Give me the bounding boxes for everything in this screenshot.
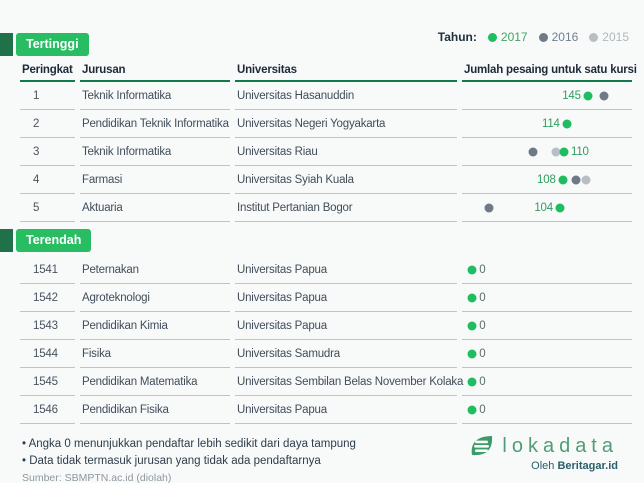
data-dot-2017	[560, 147, 569, 156]
logo-byline	[531, 460, 618, 472]
data-dot-2017	[468, 349, 477, 358]
universitas-cell: Universitas Syiah Kuala	[235, 166, 457, 194]
logo-row	[469, 433, 618, 459]
section-badge-terendah: Terendah	[16, 229, 91, 252]
universitas-cell: Universitas Riau	[235, 138, 457, 166]
data-dot-2017	[468, 293, 477, 302]
value-label: 145	[562, 89, 581, 102]
dot-plot-cell	[462, 82, 632, 110]
value-label: 104	[534, 201, 553, 214]
legend-item-2016[interactable]	[539, 30, 579, 44]
jurusan-cell: Pendidikan Fisika	[80, 396, 230, 424]
data-dot-2016	[571, 175, 580, 184]
jurusan-cell: Peternakan	[80, 256, 230, 284]
value-label: 114	[542, 117, 560, 130]
jurusan-cell: Aktuaria	[80, 194, 230, 222]
rank-cell: 1542	[20, 284, 75, 312]
byline-brand: Beritagar.id	[557, 460, 618, 472]
universitas-cell: Universitas Hasanuddin	[235, 82, 457, 110]
rank-cell: 1543	[20, 312, 75, 340]
data-dot-2016	[600, 91, 609, 100]
footnote-1: • Angka 0 menunjukkan pendaftar lebih sedikit dari daya tampung	[22, 438, 356, 450]
column-header-jurusan: Jurusan	[80, 62, 230, 82]
universitas-cell: Universitas Papua	[235, 312, 457, 340]
legend-dot-2015	[589, 33, 598, 42]
lokadata-logo	[469, 433, 618, 472]
byline-prefix: Oleh	[531, 460, 558, 472]
universitas-cell: Universitas Papua	[235, 256, 457, 284]
column-header-universitas: Universitas	[235, 62, 457, 82]
rank-cell: 3	[20, 138, 75, 166]
value-label: 0	[479, 263, 486, 276]
value-label: 0	[479, 347, 486, 360]
rank-cell: 5	[20, 194, 75, 222]
data-dot-2017	[583, 91, 592, 100]
universitas-cell: Universitas Negeri Yogyakarta	[235, 110, 457, 138]
column-header-jumlah-pesaing: Jumlah pesaing untuk satu kursi	[462, 62, 632, 82]
logo-wordmark: lokadata	[502, 434, 618, 457]
footnotes	[22, 436, 356, 483]
section-accent-block	[0, 33, 13, 56]
dot-plot-cell	[462, 396, 632, 424]
universitas-cell: Universitas Sembilan Belas November Kolaka	[235, 368, 457, 396]
dot-plot-cell	[462, 110, 632, 138]
table-terendah	[20, 256, 632, 424]
rank-cell: 1546	[20, 396, 75, 424]
legend-item-2017[interactable]	[488, 30, 528, 44]
rank-cell: 1545	[20, 368, 75, 396]
data-dot-2017	[555, 203, 564, 212]
dot-plot-cell	[462, 194, 632, 222]
dot-plot-cell	[462, 340, 632, 368]
rank-cell: 1544	[20, 340, 75, 368]
value-label: 0	[479, 291, 486, 304]
universitas-cell: Universitas Papua	[235, 284, 457, 312]
section-tertinggi-header	[0, 33, 89, 56]
data-dot-2017	[468, 405, 477, 414]
universitas-cell: Universitas Papua	[235, 396, 457, 424]
rank-cell: 1	[20, 82, 75, 110]
legend-dot-2016	[539, 33, 548, 42]
source-credit: Sumber: SBMPTN.ac.id (diolah)	[22, 472, 172, 483]
value-label: 0	[479, 375, 486, 388]
dot-plot-cell	[462, 284, 632, 312]
dot-plot-cell	[462, 138, 632, 166]
dot-plot-cell	[462, 166, 632, 194]
legend-dot-2017	[488, 33, 497, 42]
value-label: 110	[571, 145, 589, 158]
data-dot-2017	[468, 321, 477, 330]
value-label: 108	[537, 173, 556, 186]
data-dot-2017	[562, 119, 571, 128]
legend-item-2015[interactable]	[589, 30, 629, 44]
section-terendah-header	[0, 229, 91, 252]
year-legend	[438, 30, 629, 44]
table-tertinggi	[20, 62, 637, 222]
jurusan-cell: Agroteknologi	[80, 284, 230, 312]
data-dot-2016	[485, 203, 494, 212]
dot-plot-cell	[462, 256, 632, 284]
data-dot-2016	[529, 147, 538, 156]
value-label: 0	[479, 403, 486, 416]
legend-label-2016: 2016	[551, 30, 579, 44]
legend-label-2015: 2015	[602, 30, 629, 44]
jurusan-cell: Teknik Informatika	[80, 82, 230, 110]
lokadata-leaf-icon	[469, 433, 495, 459]
jurusan-cell: Pendidikan Teknik Informatika	[80, 110, 230, 138]
data-dot-2017	[468, 377, 477, 386]
data-dot-2017	[558, 175, 567, 184]
section-badge-tertinggi: Tertinggi	[16, 33, 89, 56]
jurusan-cell: Fisika	[80, 340, 230, 368]
universitas-cell: Universitas Samudra	[235, 340, 457, 368]
legend-title: Tahun:	[437, 30, 477, 44]
jurusan-cell: Teknik Informatika	[80, 138, 230, 166]
jurusan-cell: Farmasi	[80, 166, 230, 194]
rank-cell: 4	[20, 166, 75, 194]
data-dot-2017	[468, 265, 477, 274]
universitas-cell: Institut Pertanian Bogor	[235, 194, 457, 222]
footnote-2: • Data tidak termasuk jurusan yang tidak ada pendaftarnya	[22, 454, 321, 467]
jurusan-cell: Pendidikan Matematika	[80, 368, 230, 396]
dot-plot-cell	[462, 368, 632, 396]
rank-cell: 1541	[20, 256, 75, 284]
rank-cell: 2	[20, 110, 75, 138]
jurusan-cell: Pendidikan Kimia	[80, 312, 230, 340]
value-label: 0	[479, 319, 486, 332]
section-accent-block	[0, 229, 13, 252]
data-dot-2015	[581, 175, 590, 184]
legend-label-2017: 2017	[500, 30, 528, 44]
column-header-peringkat: Peringkat	[20, 62, 75, 82]
dot-plot-cell	[462, 312, 632, 340]
